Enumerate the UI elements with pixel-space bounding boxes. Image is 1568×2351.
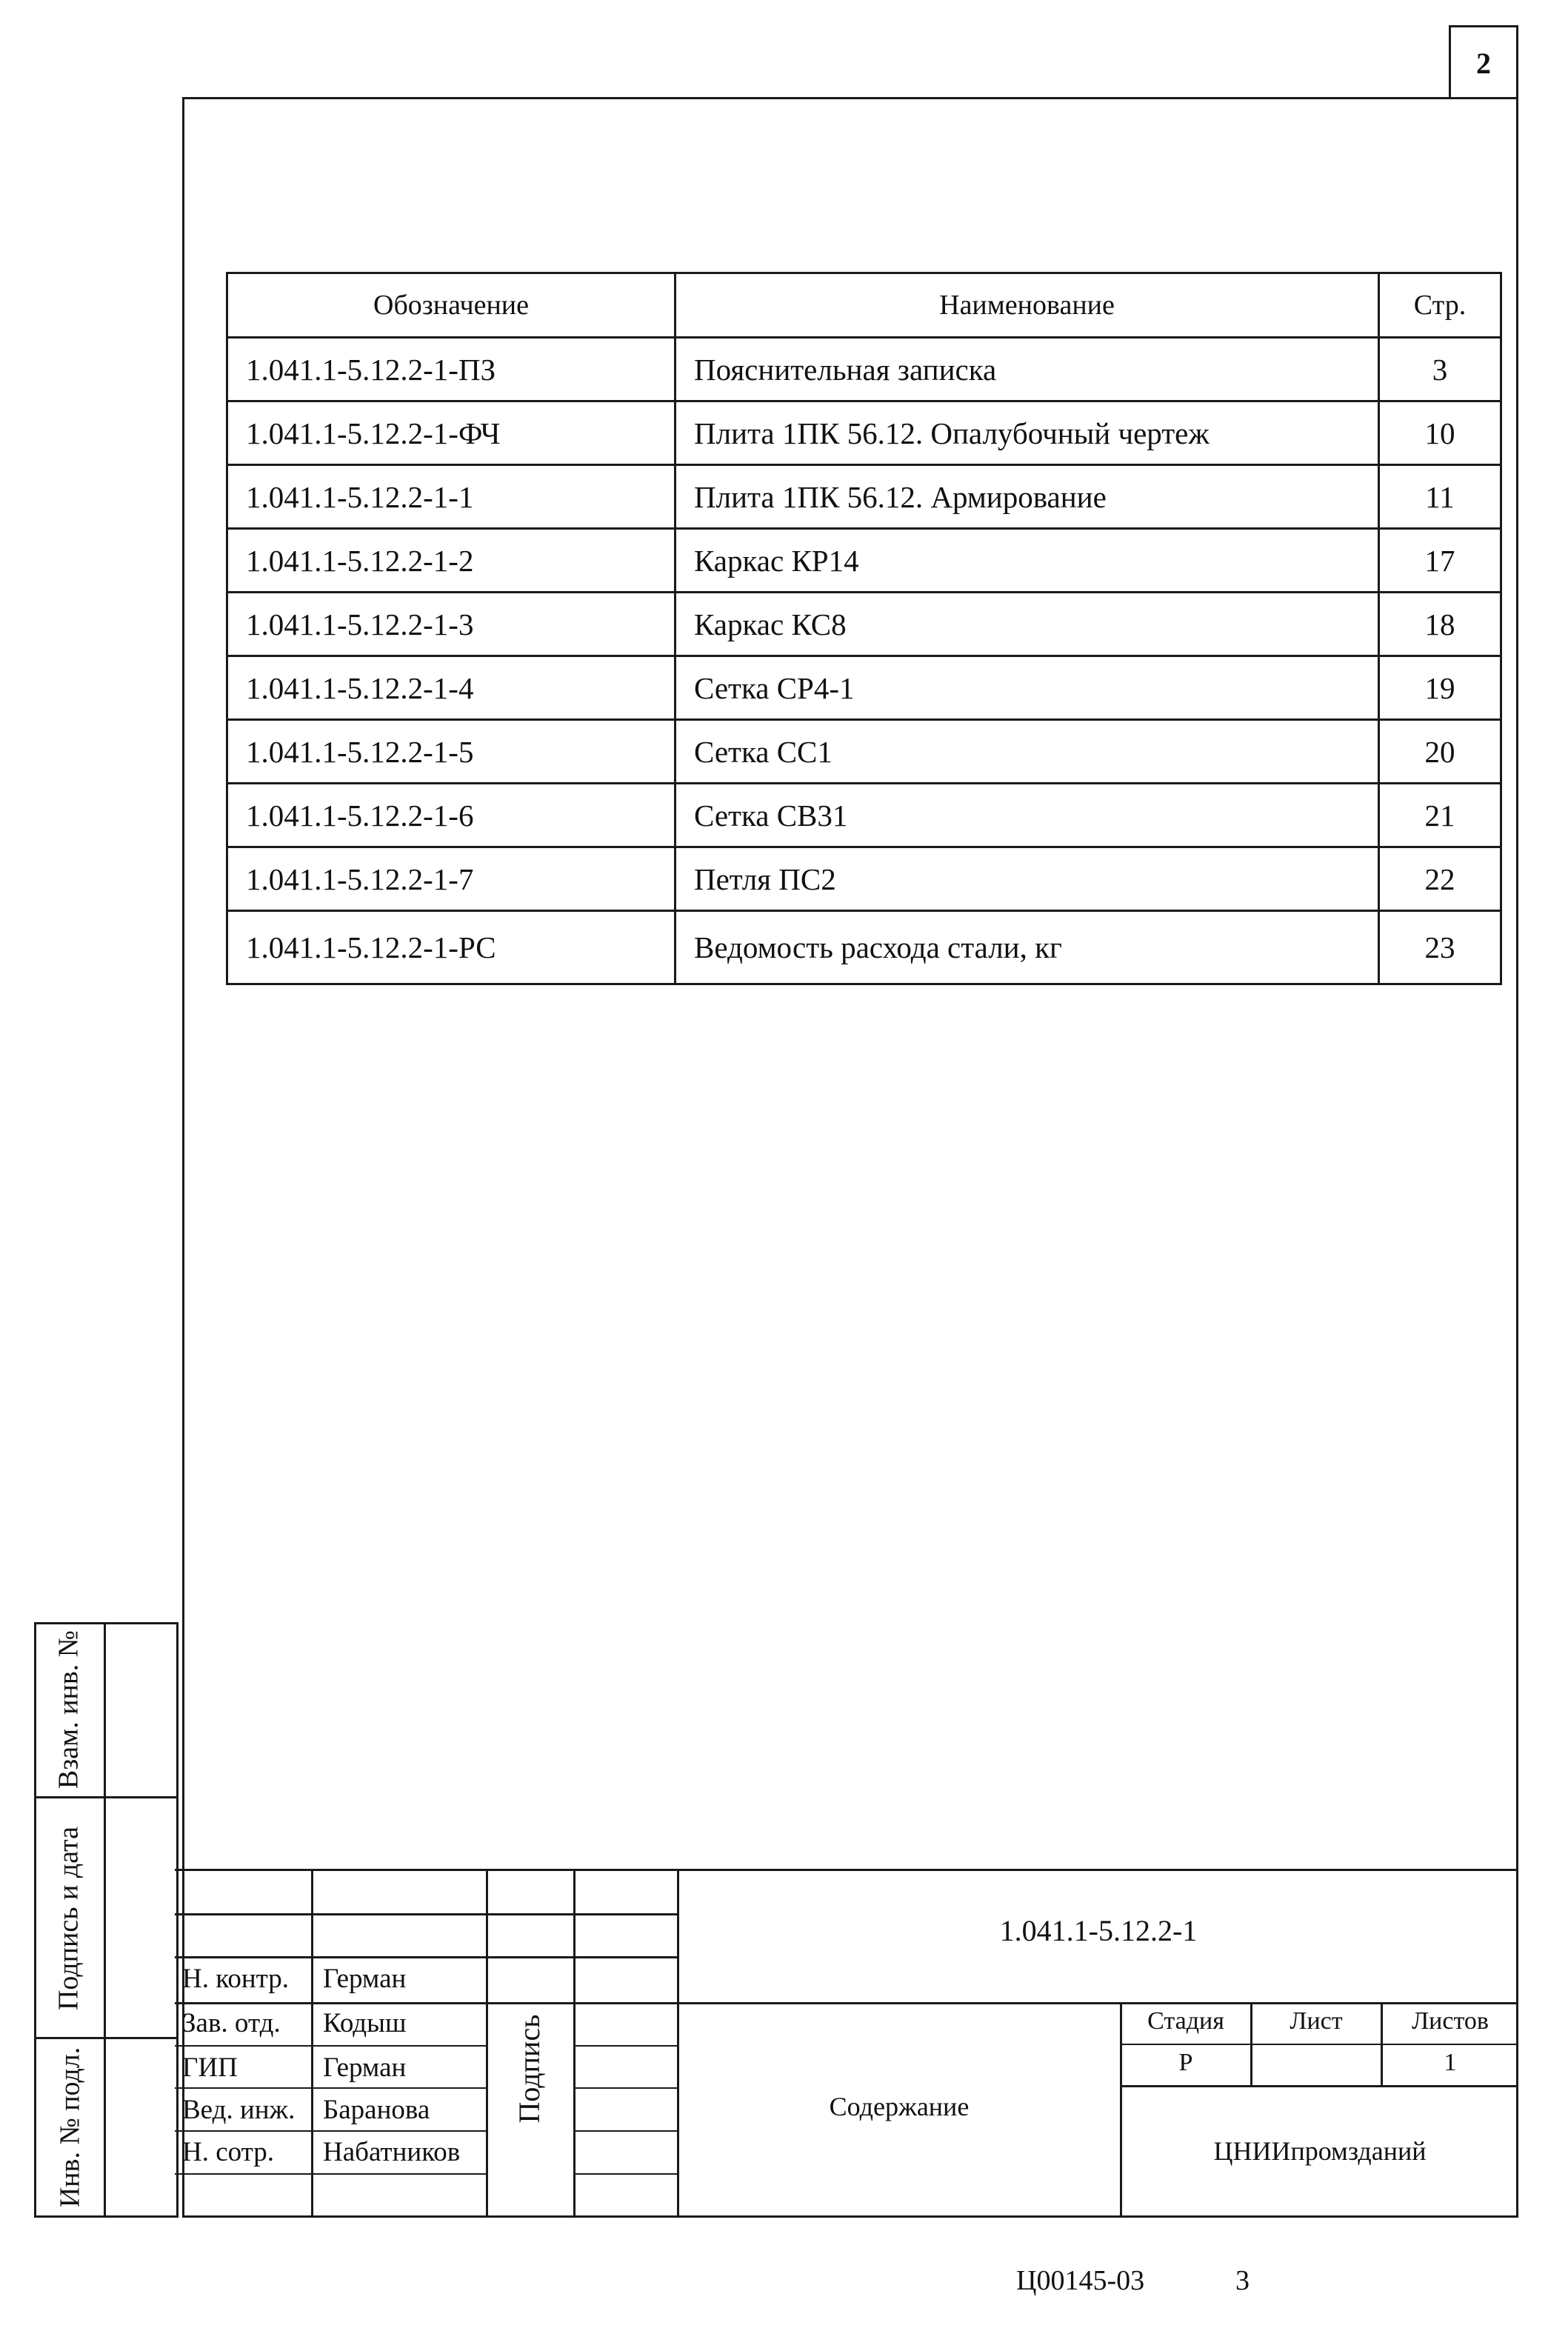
stage-label: Стадия xyxy=(1147,2007,1224,2035)
table-row xyxy=(227,529,1501,593)
name-cell: Пояснительная записка xyxy=(675,338,1379,401)
name-cell: Каркас КР14 xyxy=(675,529,1379,593)
signature-header: Подпись xyxy=(513,2014,546,2124)
tb-divider xyxy=(175,2087,487,2089)
footer-page: 3 xyxy=(1235,2265,1250,2296)
role-name: Баранова xyxy=(323,2095,430,2125)
tb-divider xyxy=(573,2130,678,2132)
name-cell: Ведомость расхода стали, кг xyxy=(675,911,1379,984)
archive-code: Ц00145-03 xyxy=(1016,2265,1145,2296)
role-label: Н. контр. xyxy=(182,1964,289,1994)
tb-divider xyxy=(175,2130,487,2132)
table-row xyxy=(227,720,1501,784)
tb-divider xyxy=(1120,2085,1518,2087)
table-row xyxy=(227,847,1501,911)
tb-divider xyxy=(573,2045,678,2047)
name-cell: Сетка СР4-1 xyxy=(675,656,1379,720)
designation-cell: 1.041.1-5.12.2-1-2 xyxy=(227,529,675,593)
role-label: Зав. отд. xyxy=(182,2008,281,2038)
sheets-label: Листов xyxy=(1412,2007,1489,2035)
doc-code: 1.041.1-5.12.2-1 xyxy=(999,1914,1198,1947)
name-cell: Каркас КС8 xyxy=(675,593,1379,656)
page-cell: 3 xyxy=(1379,338,1501,401)
role-name: Герман xyxy=(323,2052,407,2083)
page-number: 2 xyxy=(1476,47,1491,80)
table-row xyxy=(227,784,1501,847)
designation-cell: 1.041.1-5.12.2-1-4 xyxy=(227,656,675,720)
designation-cell: 1.041.1-5.12.2-1-ФЧ xyxy=(227,401,675,465)
name-cell: Сетка СВ31 xyxy=(675,784,1379,847)
tb-divider xyxy=(486,1869,488,2218)
table-header-row xyxy=(227,273,1501,338)
header-page: Стр. xyxy=(1379,273,1501,338)
role-name: Герман xyxy=(323,1964,407,1994)
sheet-label: Лист xyxy=(1290,2007,1343,2035)
organization: ЦНИИпромзданий xyxy=(1213,2136,1427,2166)
name-cell: Плита 1ПК 56.12. Армирование xyxy=(675,465,1379,529)
doc-title: Содержание xyxy=(829,2092,970,2121)
designation-cell: 1.041.1-5.12.2-1-ПЗ xyxy=(227,338,675,401)
name-cell: Сетка СС1 xyxy=(675,720,1379,784)
table-row xyxy=(227,593,1501,656)
role-label: ГИП xyxy=(182,2052,238,2083)
page-cell: 20 xyxy=(1379,720,1501,784)
side-stamp-sign-date: Подпись и дата xyxy=(53,1826,84,2011)
name-cell: Плита 1ПК 56.12. Опалубочный чертеж xyxy=(675,401,1379,465)
tb-divider xyxy=(175,1956,678,1958)
page-cell: 22 xyxy=(1379,847,1501,911)
stage-value: Р xyxy=(1178,2049,1193,2076)
designation-cell: 1.041.1-5.12.2-1-РС xyxy=(227,911,675,984)
table-row xyxy=(227,656,1501,720)
role-name: Набатников xyxy=(323,2137,461,2167)
page-cell: 18 xyxy=(1379,593,1501,656)
tb-divider xyxy=(175,2045,487,2047)
designation-cell: 1.041.1-5.12.2-1-5 xyxy=(227,720,675,784)
page-cell: 10 xyxy=(1379,401,1501,465)
sheets-value: 1 xyxy=(1444,2049,1457,2076)
side-stamp-divider xyxy=(104,1622,106,2218)
table-row xyxy=(227,911,1501,984)
designation-cell: 1.041.1-5.12.2-1-6 xyxy=(227,784,675,847)
role-label: Вед. инж. xyxy=(182,2095,296,2125)
table-row xyxy=(227,338,1501,401)
header-name: Наименование xyxy=(675,273,1379,338)
tb-divider xyxy=(573,2087,678,2089)
table-row xyxy=(227,465,1501,529)
page-cell: 23 xyxy=(1379,911,1501,984)
page-cell: 17 xyxy=(1379,529,1501,593)
page-cell: 21 xyxy=(1379,784,1501,847)
designation-cell: 1.041.1-5.12.2-1-1 xyxy=(227,465,675,529)
tb-divider xyxy=(175,2002,1518,2004)
designation-cell: 1.041.1-5.12.2-1-3 xyxy=(227,593,675,656)
page-cell: 11 xyxy=(1379,465,1501,529)
page-number-box xyxy=(1449,25,1518,99)
tb-divider xyxy=(1120,2044,1518,2045)
designation-cell: 1.041.1-5.12.2-1-7 xyxy=(227,847,675,911)
tb-divider xyxy=(573,2173,678,2175)
table-row xyxy=(227,401,1501,465)
side-stamp-inv-original: Инв. № подл. xyxy=(54,2047,86,2208)
side-stamp-replace-inv: Взам. инв. № xyxy=(53,1630,84,1790)
role-name: Кодыш xyxy=(323,2008,407,2038)
contents-table xyxy=(226,272,1502,985)
name-cell: Петля ПС2 xyxy=(675,847,1379,911)
tb-divider xyxy=(175,2173,487,2175)
header-designation: Обозначение xyxy=(227,273,675,338)
page-cell: 19 xyxy=(1379,656,1501,720)
tb-divider xyxy=(175,1913,678,1915)
role-label: Н. сотр. xyxy=(182,2137,275,2167)
tb-divider xyxy=(573,1869,576,2218)
tb-divider xyxy=(311,1869,313,2218)
